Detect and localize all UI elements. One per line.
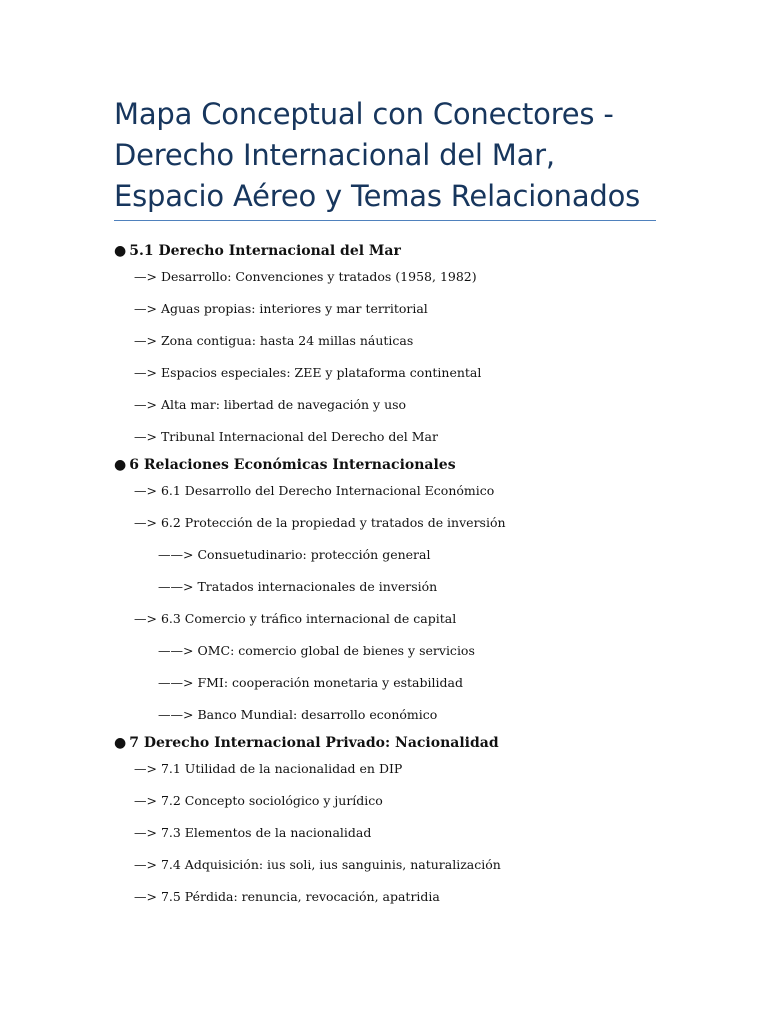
list-item [114,421,656,453]
list-item [114,261,656,293]
arrow-connector: —> [134,611,161,626]
arrow-connector: —> [134,761,161,776]
list-item-text: 7.1 Utilidad de la nacionalidad en DIP [160,761,403,776]
list-item-text: 7.4 Adquisición: ius soli, ius sanguinis, naturalización [160,857,501,872]
list-item [114,603,656,635]
arrow-connector: ——> [158,547,198,562]
list-item-text: Banco Mundial: desarrollo económico [197,707,438,722]
list-item [114,817,656,849]
arrow-connector: —> [134,825,161,840]
section-heading-text: 6 Relaciones Económicas Internacionales [129,457,456,473]
list-subitem [114,571,656,603]
arrow-connector: —> [134,301,161,316]
list-item-text: Zona contigua: hasta 24 millas náuticas [160,333,414,348]
list-item-text: Alta mar: libertad de navegación y uso [160,397,407,412]
section-heading-text: 7 Derecho Internacional Privado: Nacionalidad [129,735,499,751]
list-item [114,389,656,421]
section-heading-text: 5.1 Derecho Internacional del Mar [129,243,401,259]
list-item [114,325,656,357]
arrow-connector: —> [134,429,161,444]
concept-map-content [114,239,656,913]
arrow-connector: ——> [158,707,198,722]
list-item-text: 7.2 Concepto sociológico y jurídico [160,793,383,808]
list-item-text: 7.5 Pérdida: renuncia, revocación, apatridia [160,889,440,904]
arrow-connector: ——> [158,579,198,594]
list-item-text: OMC: comercio global de bienes y servicios [197,643,475,658]
arrow-connector: —> [134,397,161,412]
arrow-connector: —> [134,333,161,348]
list-item [114,507,656,539]
list-item-text: Desarrollo: Convenciones y tratados (1958, 1982) [160,269,477,284]
arrow-connector: —> [134,515,161,530]
arrow-connector: —> [134,889,161,904]
bullet-icon: ● [114,735,127,751]
list-subitem [114,539,656,571]
list-item-text: Aguas propias: interiores y mar territorial [160,301,428,316]
section-relaciones-economicas [114,453,656,731]
list-item-text: 6.1 Desarrollo del Derecho Internacional Económico [160,483,495,498]
document-title: Mapa Conceptual con Conectores - Derecho Internacional del Mar, Espacio Aéreo y Temas Relacionados [114,97,641,213]
list-item-text: Tribunal Internacional del Derecho del Mar [160,429,438,444]
list-subitem [114,667,656,699]
list-item [114,357,656,389]
arrow-connector: ——> [158,643,198,658]
list-subitem [114,699,656,731]
list-item [114,293,656,325]
arrow-connector: ——> [158,675,198,690]
arrow-connector: —> [134,483,161,498]
list-item-text: FMI: cooperación monetaria y estabilidad [197,675,463,690]
bullet-icon: ● [114,243,127,259]
bullet-icon: ● [114,457,127,473]
list-item-text: 6.3 Comercio y tráfico internacional de capital [160,611,457,626]
arrow-connector: —> [134,269,161,284]
section-nacionalidad [114,731,656,913]
list-item [114,785,656,817]
arrow-connector: —> [134,365,161,380]
list-item-text: 7.3 Elementos de la nacionalidad [160,825,372,840]
list-item [114,849,656,881]
arrow-connector: —> [134,857,161,872]
list-item [114,753,656,785]
list-item-text: 6.2 Protección de la propiedad y tratados de inversión [160,515,506,530]
title-underline [114,220,656,221]
list-subitem [114,635,656,667]
arrow-connector: —> [134,793,161,808]
list-item [114,475,656,507]
list-item-text: Consuetudinario: protección general [197,547,431,562]
list-item [114,881,656,913]
list-item-text: Tratados internacionales de inversión [197,579,438,594]
list-item-text: Espacios especiales: ZEE y plataforma continental [160,365,482,380]
section-derecho-del-mar [114,239,656,453]
